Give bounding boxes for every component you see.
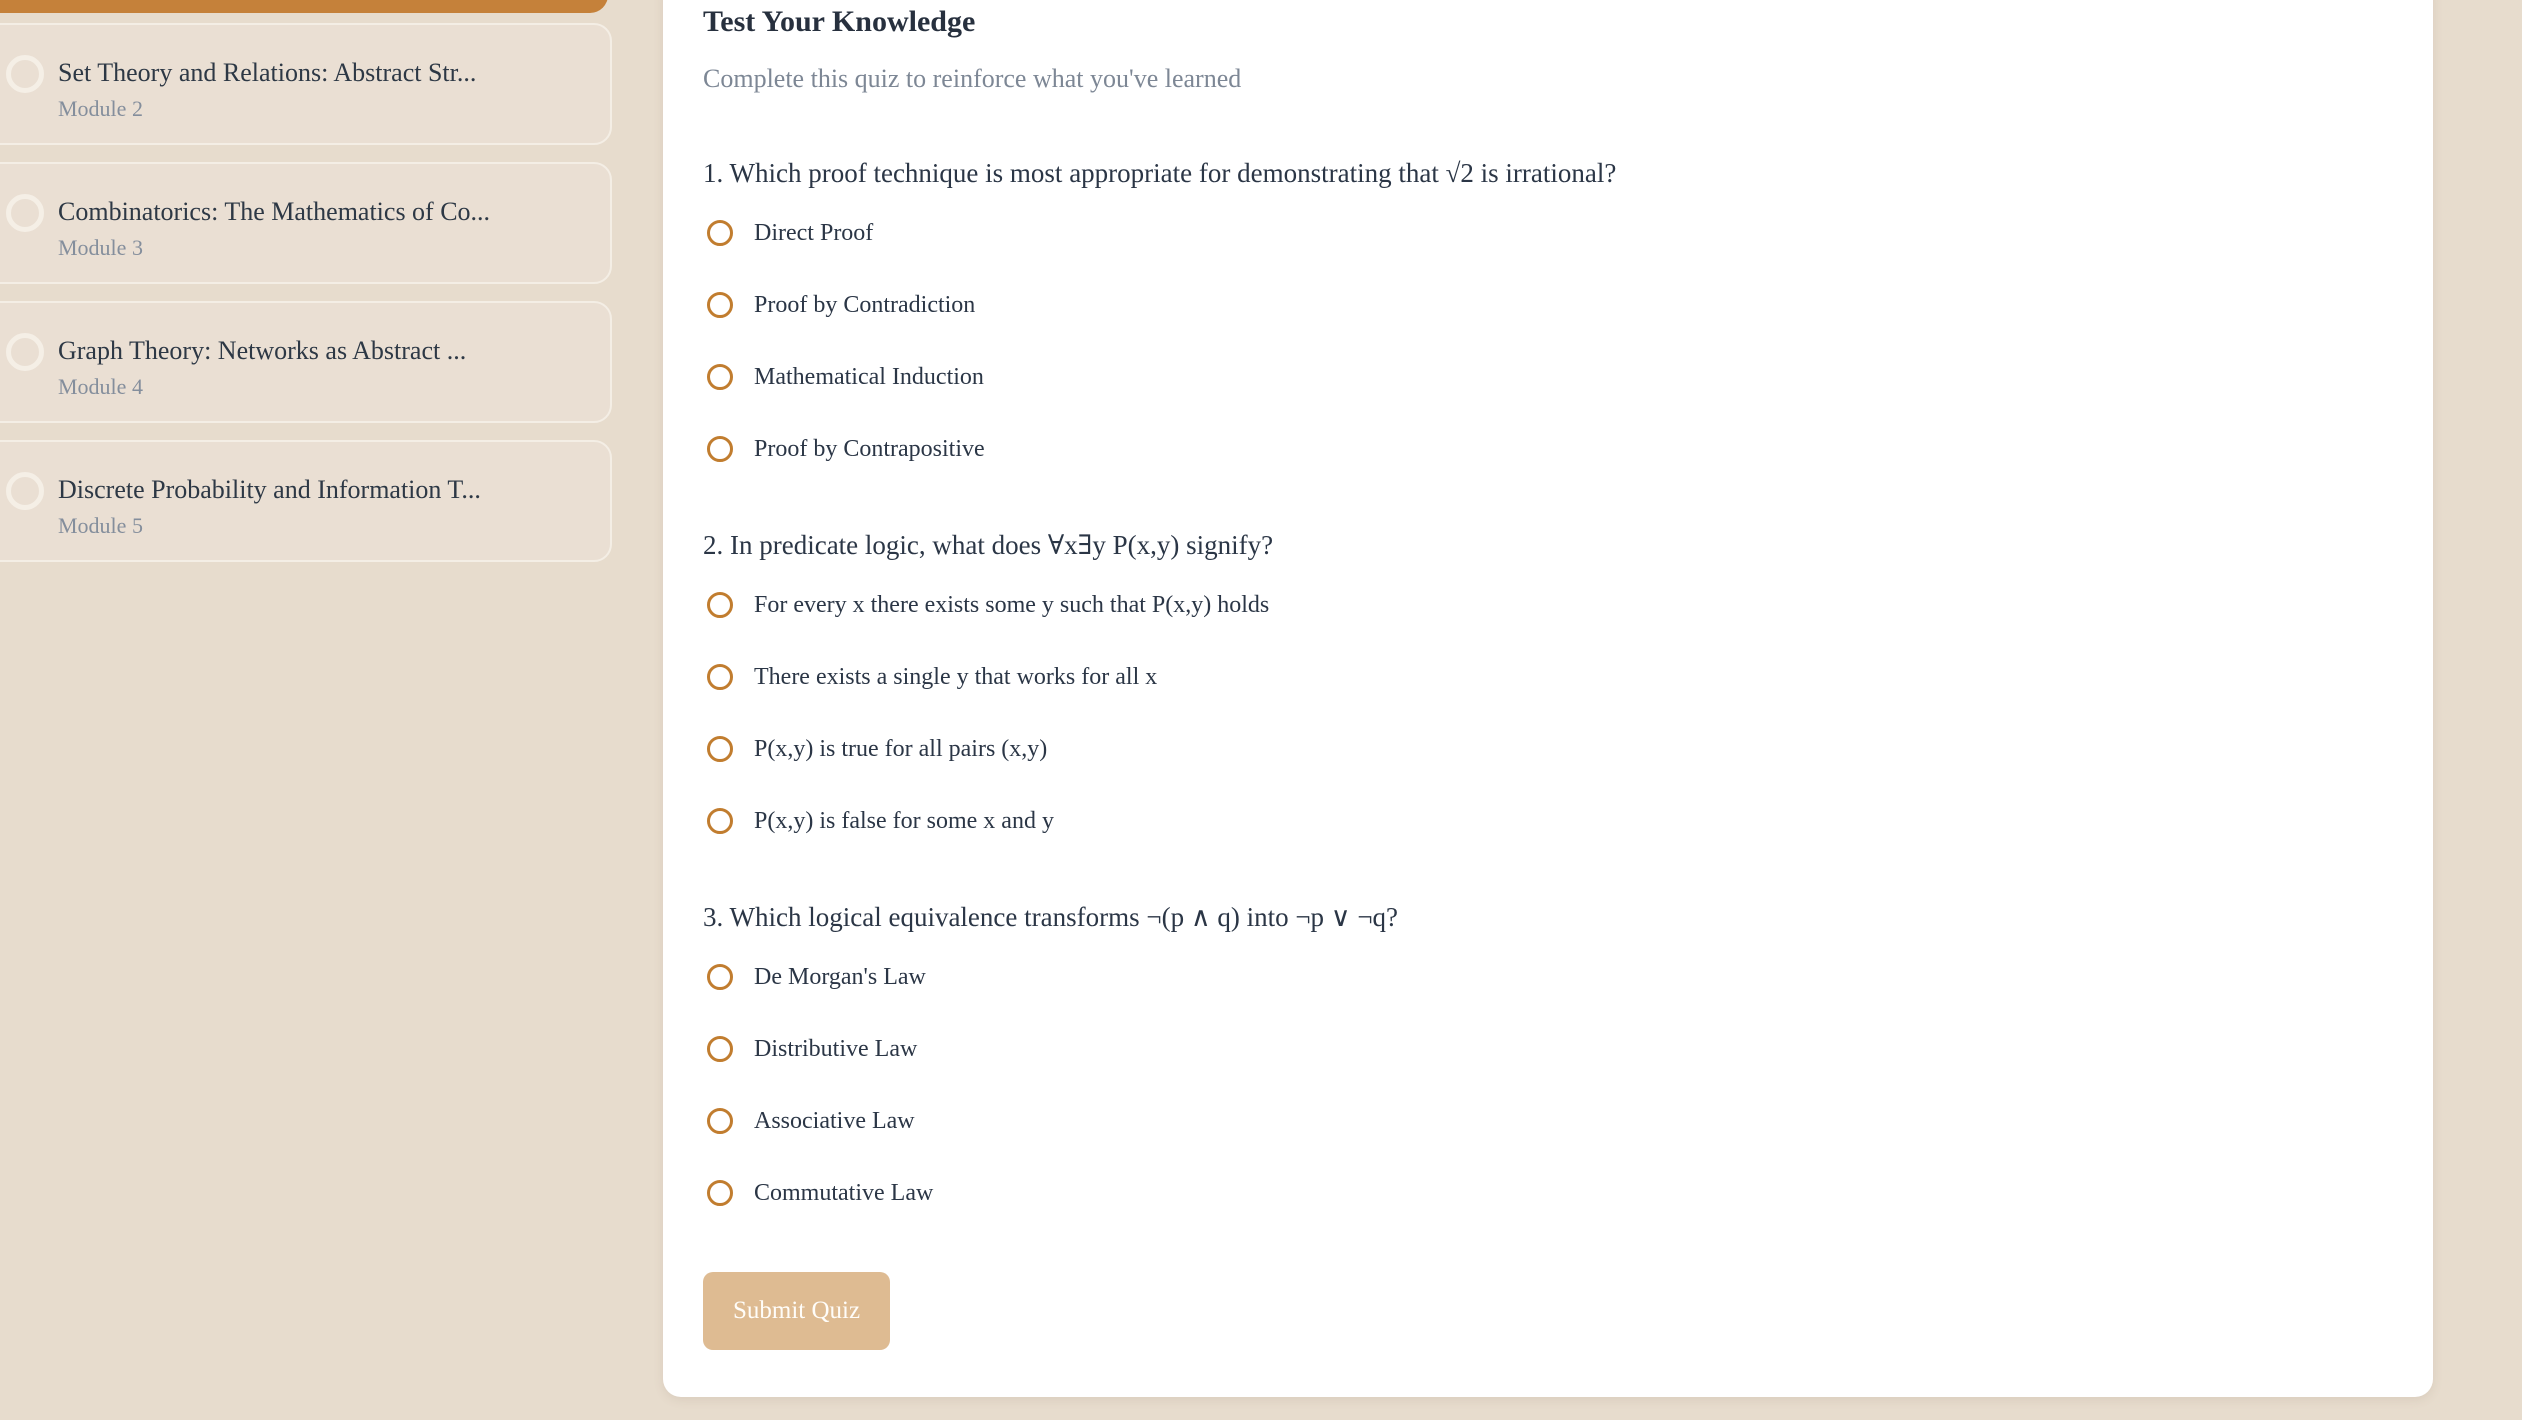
module-title: Discrete Probability and Information T... <box>58 475 481 504</box>
module-status-icon <box>6 333 44 371</box>
question-2-text: 2. In predicate logic, what does ∀x∃y P(x,y) signify? <box>703 530 1274 560</box>
option-label: Direct Proof <box>754 220 874 246</box>
option-label: There exists a single y that works for all x <box>754 664 1158 690</box>
radio-circle-outline-icon[interactable] <box>707 736 733 762</box>
submit-quiz-button[interactable]: Submit Quiz <box>703 1272 890 1350</box>
module-title: Set Theory and Relations: Abstract Str... <box>58 58 477 87</box>
question-1 <box>703 156 2385 464</box>
question-1-option-3[interactable] <box>703 362 2385 392</box>
radio-circle-outline-icon[interactable] <box>707 364 733 390</box>
question-2-option-1[interactable] <box>703 590 2385 620</box>
radio-circle-outline-icon[interactable] <box>707 436 733 462</box>
module-subtitle: Module 3 <box>58 235 143 260</box>
question-3-option-4[interactable] <box>703 1178 2385 1208</box>
module-subtitle: Module 2 <box>58 96 143 121</box>
question-1-text: 1. Which proof technique is most appropriate for demonstrating that √2 is irrational? <box>703 158 1617 188</box>
sidebar-item-module-2[interactable] <box>0 23 612 145</box>
module-status-icon <box>6 55 44 93</box>
option-label: Mathematical Induction <box>754 364 984 390</box>
module-status-icon <box>6 194 44 232</box>
question-3-text: 3. Which logical equivalence transforms ¬(p ∧ q) into ¬p ∨ ¬q? <box>703 902 1399 932</box>
sidebar-item-module-4[interactable] <box>0 301 612 423</box>
sidebar-item-module-5[interactable] <box>0 440 612 562</box>
option-label: Proof by Contradiction <box>754 292 976 318</box>
radio-circle-outline-icon[interactable] <box>707 1036 733 1062</box>
option-label: Associative Law <box>754 1108 915 1134</box>
radio-circle-outline-icon[interactable] <box>707 1108 733 1134</box>
question-2 <box>703 528 2385 836</box>
module-status-icon <box>6 472 44 510</box>
quiz-title: Test Your Knowledge <box>703 5 976 38</box>
option-label: De Morgan's Law <box>754 964 926 990</box>
option-label: For every x there exists some y such that P(x,y) holds <box>754 592 1270 618</box>
sidebar-item-module-3[interactable] <box>0 162 612 284</box>
module-subtitle: Module 4 <box>58 374 143 399</box>
question-1-option-4[interactable] <box>703 434 2385 464</box>
radio-circle-outline-icon[interactable] <box>707 292 733 318</box>
option-label: P(x,y) is false for some x and y <box>754 808 1054 834</box>
quiz-content <box>663 0 2433 1350</box>
radio-circle-outline-icon[interactable] <box>707 964 733 990</box>
radio-circle-outline-icon[interactable] <box>707 592 733 618</box>
module-title: Graph Theory: Networks as Abstract ... <box>58 336 467 365</box>
radio-circle-outline-icon[interactable] <box>707 808 733 834</box>
module-title: Combinatorics: The Mathematics of Co... <box>58 197 491 226</box>
question-1-option-2[interactable] <box>703 290 2385 320</box>
option-label: Distributive Law <box>754 1036 918 1062</box>
question-2-option-2[interactable] <box>703 662 2385 692</box>
question-2-option-4[interactable] <box>703 806 2385 836</box>
question-1-option-1[interactable] <box>703 218 2385 248</box>
radio-circle-outline-icon[interactable] <box>707 1180 733 1206</box>
question-2-option-3[interactable] <box>703 734 2385 764</box>
module-subtitle: Module 5 <box>58 513 143 538</box>
option-label: Proof by Contrapositive <box>754 436 985 462</box>
active-module-card[interactable] <box>0 0 608 13</box>
radio-circle-outline-icon[interactable] <box>707 220 733 246</box>
question-3 <box>703 900 2385 1208</box>
option-label: Commutative Law <box>754 1180 934 1206</box>
quiz-panel <box>663 0 2433 1397</box>
question-3-option-1[interactable] <box>703 962 2385 992</box>
question-3-option-3[interactable] <box>703 1106 2385 1136</box>
option-label: P(x,y) is true for all pairs (x,y) <box>754 736 1048 762</box>
radio-circle-outline-icon[interactable] <box>707 664 733 690</box>
question-3-option-2[interactable] <box>703 1034 2385 1064</box>
quiz-subtitle: Complete this quiz to reinforce what you've learned <box>703 64 1242 93</box>
